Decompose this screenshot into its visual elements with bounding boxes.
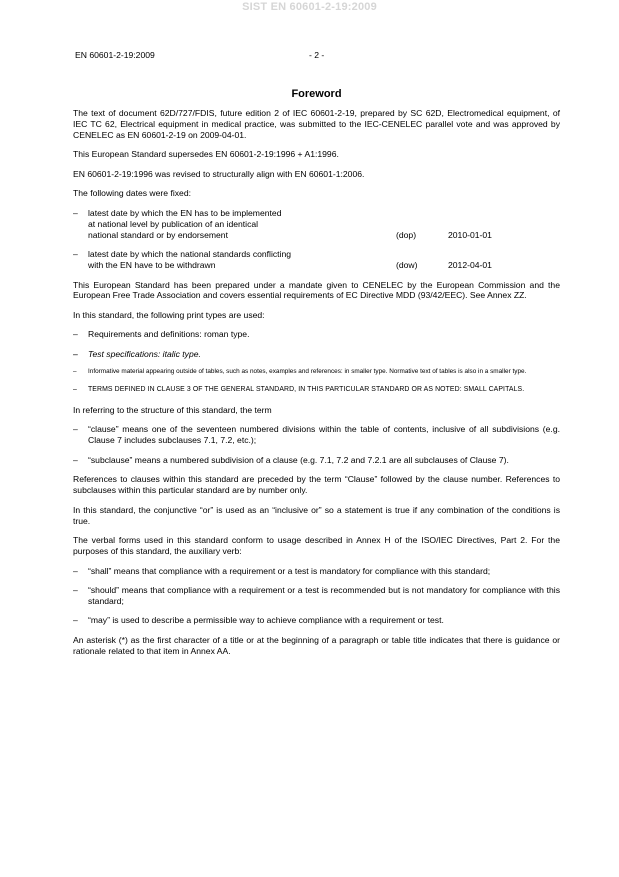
print-type-roman [73, 329, 560, 340]
paragraph-dates-intro: The following dates were fixed: [73, 188, 191, 199]
list-dash: – [73, 348, 78, 359]
print-type-text: Test specifications: italic type. [88, 348, 201, 359]
date-description [88, 249, 338, 271]
verbal-item-should [73, 585, 560, 607]
print-type-text: TERMS DEFINED IN CLAUSE 3 OF THE GENERAL STANDARD, IN THIS PARTICULAR STANDARD OR AS NOTED: SMALL CAPITALS. [88, 386, 525, 394]
list-dash: – [73, 565, 78, 576]
print-type-small [73, 368, 560, 376]
watermark: SIST EN 60601-2-19:2009 [242, 1, 377, 13]
paragraph-asterisk: An asterisk (*) as the first character of a title or at the beginning of a paragraph or table title indicates that there is guidance or rationale related to that item in Annex AA. [73, 634, 560, 656]
paragraph-print-intro: In this standard, the following print types are used: [73, 309, 265, 320]
list-dash: – [73, 368, 77, 376]
document-id: EN 60601-2-19:2009 [75, 50, 155, 60]
verbal-item-may [73, 615, 560, 626]
list-dash: – [73, 424, 78, 435]
page-number: - 2 - [309, 50, 325, 60]
date-item-dop [73, 208, 560, 241]
date-line: at national level by publication of an identical [88, 218, 259, 229]
paragraph-structure-intro: In referring to the structure of this standard, the term [73, 404, 272, 415]
list-dash: – [73, 454, 78, 465]
print-type-smallcaps [73, 385, 560, 396]
list-dash: – [73, 585, 78, 596]
list-dash: – [73, 329, 78, 340]
date-line: latest date by which the national standards conflicting [88, 249, 292, 260]
paragraph-verbal-intro: The verbal forms used in this standard conform to usage described in Annex H of the ISO/IEC Directives, Part 2. For the purposes of this standard, the auxiliary verb: [73, 535, 560, 557]
structure-item-text: “clause” means one of the seventeen numbered divisions within the table of contents, inclusive of all subdivisions (e.g. Clause 7 includes subclauses 7.1, 7.2, etc.); [88, 424, 560, 446]
list-dash: – [73, 386, 77, 394]
print-type-italic [73, 349, 560, 360]
list-dash: – [73, 207, 78, 218]
verbal-item-text: “shall” means that compliance with a requirement or a test is mandatory for compliance with this standard; [88, 565, 491, 576]
date-code: (dow) [396, 260, 418, 271]
verbal-item-text: “may” is used to describe a permissible way to achieve compliance with a requirement or test. [88, 615, 444, 626]
page-title: Foreword [291, 88, 342, 100]
date-line: with the EN have to be withdrawn [88, 260, 216, 271]
date-value: 2010-01-01 [448, 229, 492, 240]
paragraph-references: References to clauses within this standard are preceded by the term “Clause” followed by the clause number. References to subclauses within this particular standard are by number only. [73, 474, 560, 496]
date-description [88, 208, 338, 241]
print-type-text: Requirements and definitions: roman type. [88, 329, 250, 340]
date-value: 2012-04-01 [448, 260, 492, 271]
date-item-dow [73, 249, 560, 271]
foreword-body [73, 88, 560, 665]
list-dash: – [73, 249, 78, 260]
paragraph-conjunctive: In this standard, the conjunctive “or” is used as an “inclusive or” so a statement is true if any combination of the conditions is true. [73, 504, 560, 526]
structure-item-clause [73, 424, 560, 446]
verbal-item-shall [73, 566, 560, 577]
date-line: latest date by which the EN has to be implemented [88, 207, 282, 218]
paragraph-mandate: This European Standard has been prepared under a mandate given to CENELEC by the European Commission and the European Free Trade Association and covers essential requirements of EC Directive MDD (93/42/EEC). See Annex ZZ. [73, 279, 560, 301]
structure-item-subclause [73, 455, 560, 466]
paragraph-revised: EN 60601-2-19:1996 was revised to structurally align with EN 60601-1:2006. [73, 168, 365, 179]
paragraph-fdis: The text of document 62D/727/FDIS, future edition 2 of IEC 60601-2-19, prepared by SC 62D, Electromedical equipment, of IEC TC 62, Electrical equipment in medical practice, was submitted to the IEC-CENELEC parallel vote and was approved by CENELEC as EN 60601-2-19 on 2009-04-01. [73, 108, 560, 140]
print-type-text: Informative material appearing outside of tables, such as notes, examples and references: in smaller type. Normative text of tables is also in a smaller type. [88, 368, 527, 376]
list-dash: – [73, 615, 78, 626]
paragraph-supersedes: This European Standard supersedes EN 60601-2-19:1996 + A1:1996. [73, 149, 339, 160]
verbal-item-text: “should” means that compliance with a requirement or a test is recommended but is not mandatory for compliance with this standard; [88, 585, 560, 606]
date-line: national standard or by endorsement [88, 229, 228, 240]
date-code: (dop) [396, 229, 417, 240]
structure-item-text: “subclause” means a numbered subdivision of a clause (e.g. 7.1, 7.2 and 7.2.1 are all subclauses of Clause 7). [88, 454, 509, 465]
